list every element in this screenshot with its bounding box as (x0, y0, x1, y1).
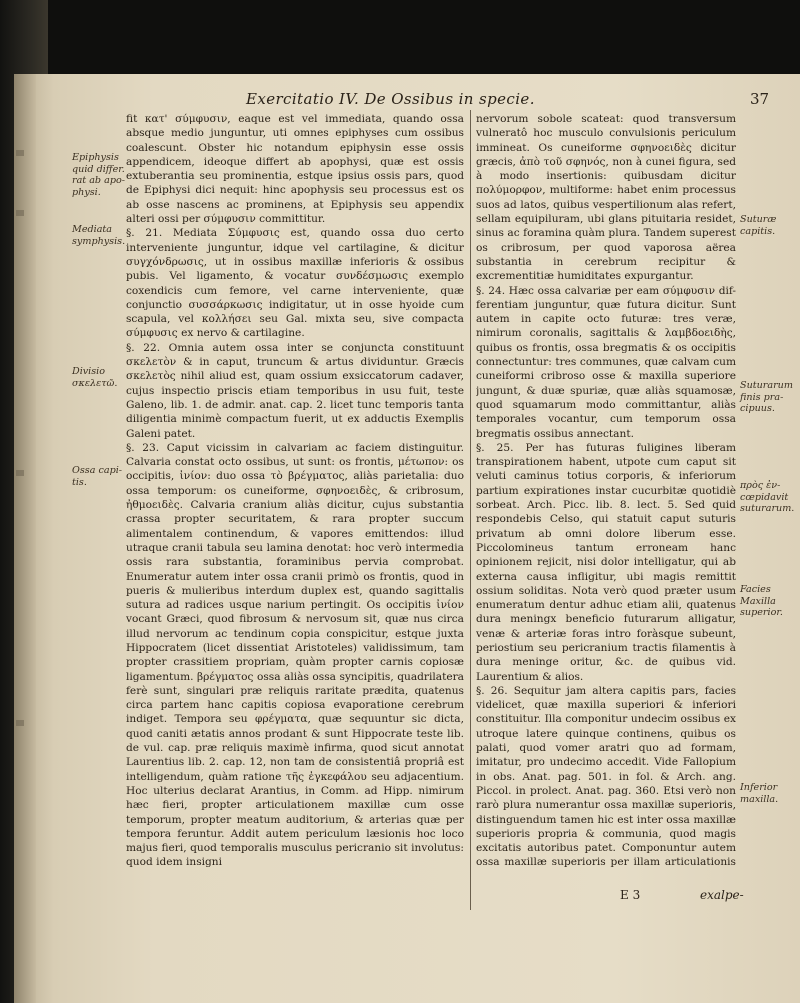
paragraph: §. 24. Hæc ossa calvariæ per eam σύμφυσιν dif- ferentiam junguntur, quæ futura dicitur. Sunt autem in capite octo futuræ: tres veræ, nimirum coronalis, sagittalis & λαμβδοειδὴς, quibus os frontis, ossa bregmatis & os occipitis connectuntur: tres communes, quæ calvam cum cuneiformi cribroso osse & maxilla superiore jungunt, & duæ spuriæ, quæ aliàs squamosæ, quod squamarum modo committantur, aliàs temporales vocantur, cum temporum ossa bregmatis ossibus annectant. (476, 284, 736, 440)
paragraph: §. 26. Sequitur jam altera capitis pars, facies videlicet, quæ maxilla superiori & inferiori constituitur. Illa componitur undecim ossibus ex utroque latere quinque continens, quibus os palati, quod vomer aratri quo ad formam, imitatur, pro undecimo accedit. Vide Fallopium in obs. Anat. pag. 501. in fol. & Arch. ang. Piccol. in prolect. Anat. pag. 360. Etsi verò non rarò plura numerantur ossa maxillæ superioris, distinguendum tamen hic est inter ossa maxillæ superioris propria & communia, quod magis excitatis autoribus patet. Componuntur autem ossa maxillæ superioris per illam articulationis (476, 684, 736, 869)
bleed-mark (16, 150, 24, 156)
margin-note-coeperunt: πρὸς ἐν-cœpidavit suturarum. (740, 480, 795, 514)
margin-note-symphysis: Mediata symphysis. (72, 224, 126, 247)
paragraph: fit κατ' σύμφυσιν, eaque est vel immediata, quando ossa absque medio junguntur, uti omnes epiphyses cum ossibus coalescunt. Obster hic notandum epiphysin esse ossis appendicem, ideoque differt ab apophysi, quæ est ossis extuberantia seu prominentia, estque ipsius ossis pars, quod de Epiphysi dici nequit: hinc apophysis seu processus est os ab osse nascens ac prominens, at Epiphysis seu appendix alteri ossi per σύμφυσιν committitur. (126, 113, 464, 226)
margin-note-inferior: Inferior maxilla. (740, 782, 779, 805)
page-number: 37 (750, 90, 770, 108)
margin-note-divisio: Divisio σκελετῶ. (72, 366, 118, 389)
left-column (126, 112, 464, 902)
bleed-mark (16, 720, 24, 726)
paragraph: nervorum sobole scateat: quod transversum vulneratô hoc musculo convulsionis periculum immineat. Os cuneiforme σφηνοειδὲς dicitur græcis, ἀπὸ τοῦ σφηνός, non à cunei figura, sed à modo insertionis: quibusdam dicitur πολύμορφον, multiforme: habet enim processus suos ad latos, quibus vespertilionum alas refert, sellam equipiluram, ubi glans pituitaria residet, sinus ac foramina quàm plura. Tandem superest os cribrosum, per quod vaporosa aërea substantia in cerebrum recipitur & excrementitiæ humiditates expurgantur. (476, 113, 736, 283)
bleed-mark (16, 470, 24, 476)
margin-note-facies: Facies Maxilla superior. (740, 584, 783, 618)
running-head: Exercitatio IV. De Ossibus in specie. (246, 90, 535, 108)
margin-note-ossa-capitis: Ossa capi-tis. (72, 465, 123, 488)
paragraph: §. 22. Omnia autem ossa inter se conjuncta constituunt σκελετὸν & in caput, truncum & artus dividuntur. Græcis σκελετὸς nihil aliud est, quam ossium exsiccatorum cadaver, cujus inspectio priscis etiam temporibus in usu fuit, teste Galeno, lib. 1. de admir. anat. cap. 2. licet tunc temporis tanta diligentia minimè compactum fuerit, ut ex adductis Exemplis Galeni patet. (126, 341, 464, 440)
paragraph: §. 25. Per has futuras fuligines liberam transpirationem habent, utpote cum caput sit veluti caminus totius corporis, & inferiorum partium expirationes instar cucurbitæ quotidiè sorbeat. Arch. Picc. lib. 8. lect. 5. Sed quid respondebis Celso, qui statuit caput suturis privatum ab omni dolore liberum esse. Piccolomineus tantum erroneam hanc opinionem rejicit, nisi dolor intelligatur, qui ab externa causa infligitur, ubi magis remittit ossium soliditas. Nota verò quod præter usum enumeratum dentur adhuc etiam alii, quatenus dura meningx beneficio futurarum alligatur, venæ & arteriæ foras intro foràsque subeunt, periostium seu pericranium tractis filamentis à dura meninge oritur, &c. de quibus vid. Laurentium & alios. (476, 441, 736, 683)
margin-note-epiphysis: Epiphysis quid differ. rat ab apo-physi. (72, 152, 125, 198)
bleed-mark (16, 210, 24, 216)
signature-mark: E 3 (620, 888, 641, 902)
right-column (476, 112, 736, 872)
page-header (0, 90, 800, 114)
column-rule (470, 110, 471, 910)
paragraph: §. 23. Caput vicissim in calvariam ac faciem distinguitur. Calvaria constat octo ossibus, ut sunt: os frontis, μέτωπον: os occipitis, ἰνίον: duo ossa τὸ βρέγματος, aliàs parietalia: duo ossa temporum: os cuneiforme, σφηνοειδὲς, & cribrosum, ἠθμοειδὲς. Calvaria cranium aliàs dicitur, cujus substantia crassa propter securitatem, & rara propter succum alimentalem continendum, & vapores emittendos: illud utraque cranii tabula seu lamina denotat: hoc verò intermedia ossis rara substantia, foraminibus pervia comprobat. Enumeratur autem inter ossa cranii primò os frontis, quod in pueris & mulieribus interdum duplex est, quando sagittalis sutura ad radices usque narium pertingit. Os occipitis ἰνίον vocant Græci, quod fibrosum & nervosum sit, quæ nus circa illud nervorum ac tendinum copia conspicitur, estque juxta Hippocratem (licet dissentiat Aristoteles) validissimum, tam propter crassitiem propriam, quàm propter carnis copiosæ ligamentum. βρέγματος ossa aliàs ossa syncipitis, quadrilatera ferè sunt, singulari præ reliquis raritate prædita, quatenus circa partem hanc capitis copiosa evaporatione cerebrum indiget. Tempora seu φρέγματα, quæ sequuntur sic dicta, quod caniti ætatis annos prodant & sunt Hippocrate teste lib. de vul. cap. præ reliquis maximè infirma, quod sicut annotat Laurentius lib. 2. cap. 12, non tam de consistentiâ propriâ est intelligendum, quàm ratione τῆς ἐγκεφάλου seu adjacentium. Hoc ulterius declarat Arantius, in Comm. ad Hipp. nimirum hæc fieri, propter articulationem maxillæ cum osse temporum, propter meatum auditorium, & arterias quæ per tempora feruntur. Addit autem periculum læsionis hoc loco majus fieri, quod temporalis musculus pericranio sit involutus: quod idem insigni (126, 441, 464, 869)
paragraph: §. 21. Mediata Σύμφυσις est, quando ossa duo certo interveniente junguntur, idque vel cartilagine, & dicitur συγχόνδρωσις, ut in ossibus maxillæ inferioris & ossibus pubis. Vel ligamento, & vocatur συνδέσμωσις exemplo coxendicis cum femore, vel carne interveniente, quæ conjunctio συσσάρκωσις indigitatur, ut in osse hyoide cum scapula, vel κολλήσει seu Gal. mixta seu, sive compacta σύμφυσις ex nervo & cartilagine. (126, 227, 464, 340)
margin-note-suturae: Suturæ capitis. (740, 214, 777, 237)
catchword: exalpe- (700, 888, 744, 902)
margin-note-suturarum: Suturarum finis pra-cipuus. (740, 380, 793, 414)
